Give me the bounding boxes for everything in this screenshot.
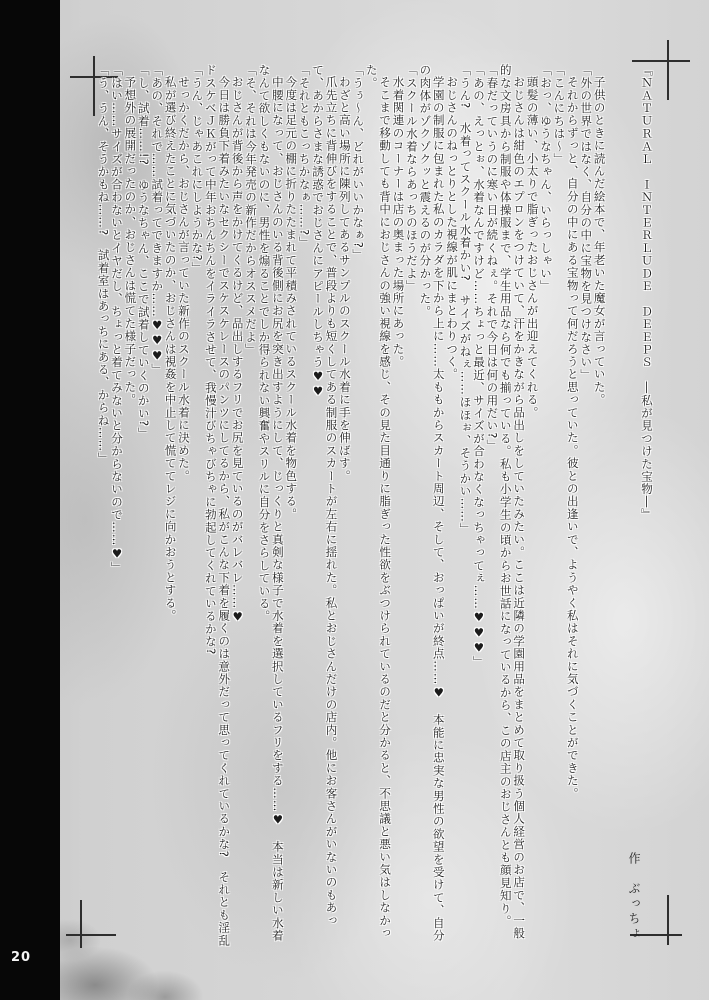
story-paragraph: 「うん? 水着ってスクール水着かい? サイズがねぇ……ほほぉ、そうかい……」 (458, 64, 473, 536)
left-black-bar (0, 0, 60, 1000)
story-paragraph: それからずっと、自分の中にある宝物って何だろうと思っていた。彼との出逢いで、ようやく私はそれに気づくことができた。 (565, 76, 580, 800)
story-paragraph: 「うん、じゃあこれにしようかな?」 (190, 64, 205, 275)
story-paragraph: わざと高い場所に陳列してあるサンプルのスクール水着に手を伸ばす。 (337, 76, 352, 483)
story-paragraph: 「こんにちは〜」 (552, 64, 567, 166)
story-paragraph: 爪先立ちに背伸びをすることで、普段よりも短くしてある制服のスカートが左右に揺れた。私とおじさんだけの店内。他にお客さんがいないのもあって、あからさまな誘惑でおじさんにアピールしちゃう♥♥ (311, 64, 339, 927)
story-paragraph: 「おっ、ゆうなちゃん、いらっしゃい」 (538, 64, 553, 293)
story-paragraph: 「春だっていうのに寒い日が続くねぇ。それで今日は何の用だい?」 (485, 64, 500, 453)
story-title: 『ＮＡＴＵＲＡＬ ＩＮＴＥＲＬＵＤＥ ＤＥＥＰＳ ―私が見つけた宝物―』 (640, 64, 654, 522)
story-paragraph: 中腰になって、おじさんのいる背後側にお尻を突き出すようにして、じっくりと真剣な様子で水着を選択しているフリをする……♥ 本当は新しい水着なんて欲しくもないのに、男性を煽ることでしか得られない興奮やスリルに自分をさらしている。 (257, 64, 285, 943)
story-paragraph: おじさんのねっとりとした視線が肌にまとわりつく。 (445, 76, 460, 381)
story-paragraph: おじさんは紺色のエプロンをつけていて、汗をかきながら品出しをしていたみたい。ここは近隣の学園用品をまとめて取り扱う個人経営のお店で、一般的な文房具から制服や体操服まで、学生用品なら何でも揃っている。私も小学生の頃からお世話になっているから、この店主のおじさんとも顔見知り。 (498, 64, 527, 940)
page-number: 20 (11, 950, 32, 965)
story-paragraph: そこまで移動しても背中におじさんの強い視線を感じ、その見た目通りに脂ぎった性欲をぶつけられているのだと分かると、不思議と悪い気はしなかった。 (364, 64, 393, 940)
story-paragraph: 「はい……サイズが合わないとイヤだし、ちょっと着てみないと分からないので……♥」 (109, 64, 124, 575)
story-paragraph: 「うぅ〜ん、どれがいいかなぁ?」 (351, 64, 366, 262)
story-paragraph: 頭髪の薄い、小太りで脂ぎったおじさんが出迎えてくれる。 (525, 76, 540, 419)
story-paragraph: 「それともこっちかなぁ……?」 (297, 64, 312, 250)
story-paragraph: 予想外の展開だったのか、おじさんは慌てた様子だった。 (123, 76, 138, 407)
story-paragraph: 「そ、それは今年発売の新作だからオススメだよ」 (244, 64, 259, 357)
story-paragraph: 学園の制服に包まれた私のカラダを下から上に……太ももからスカート周辺、そして、おっぱいが終点……♥ 本能に忠実な男性の欲望を受けて、自分の肉体がゾクゾクッと震えるのが分かった。 (418, 64, 446, 943)
story-paragraph: 「う、うん、そうかもね……? 試着室はあっちにある、からね……」 (96, 64, 111, 466)
story-paragraph: せっかくだから、おじさんが言っていた新作のスクール水着に決めた。 (177, 76, 191, 483)
story-paragraph: 「あの、それで……試着ってできますか……♥♥♥」 (150, 64, 165, 377)
story-paragraph: 今度は足元の棚に折りたたまれて平積みされているスクール水着を物色する。 (284, 76, 299, 521)
story-paragraph: 「あの、えっとぉ、水着なんですけど……ちょっと最近、サイズが合わなくなっちゃってぇ……♥♥♥」 (471, 64, 486, 669)
story-paragraph: 今日は勝負下着みたいなセクシーでスケスケレースのパンツにしてるから、私がこんな下着を履くのは意外だって思ってくれているかな? それとも淫乱ドスケベＪＫがって中年おちんちんをイライラさせて、我慢汁びちゃびちゃに勃起してくれているかな? (203, 64, 232, 947)
story-paragraph: 私が選び終えたことに気づいたのか、おじさんは視姦を中止して慌ててレジに向かおうとする。 (163, 76, 178, 623)
story-text (96, 64, 653, 948)
story-paragraph: おじさんが背後から声をかけてくるけど、品出しするフリでお尻を見ているのがバレバレ……♥ (230, 76, 245, 625)
story-paragraph: 子供のときに読んだ絵本で、年老いた魔女が言っていた。 (592, 76, 607, 407)
story-paragraph: 「し、試着……!? ゆうなちゃん、ここで試着していくのかい?」 (136, 64, 151, 441)
story-paragraph: 水着関連のコーナーは店の奥まった場所にあった。 (391, 76, 406, 369)
story-paragraph: 「スクール水着ならあっちのほうだよ」 (404, 64, 419, 293)
story-paragraph: 「外の世界ではなく、自分の中に宝物を見つけなさい」 (579, 64, 594, 382)
author-credit: 作 ぶっちょ (627, 852, 641, 942)
